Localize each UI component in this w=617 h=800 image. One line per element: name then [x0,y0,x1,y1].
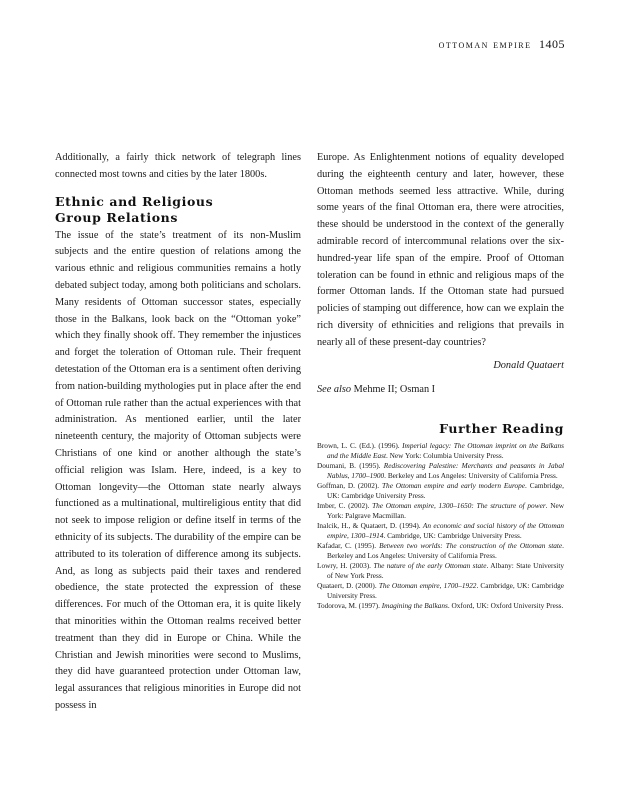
reference-author-date: Inalcik, H., & Quataert, D. (1994). [317,520,423,530]
reference-item [317,541,564,561]
see-also-links: Mehme II; Osman I [353,384,436,396]
reference-author-date: Brown, L. C. (Ed.). (1996). [317,440,403,450]
reference-author-date: Quataert, D. (2000). [317,580,379,590]
reference-publisher: . Cambridge, UK: Cambridge University Press. [327,580,564,600]
reference-publisher: . Oxford, UK: Oxford University Press. [447,600,564,610]
reference-title: Rediscovering Palestine: Merchants and peasants in Jabal Nablus, 1700–1900 [327,460,564,480]
further-reading-heading: Further Reading [439,421,564,437]
reference-publisher: . Albany: State University of New York Press. [327,560,564,580]
right-column [317,150,564,611]
reference-item [317,521,564,541]
reference-publisher: . New York: Columbia University Press. [385,450,504,460]
reference-title: Imperial legacy: The Ottoman imprint on the Balkans and the Middle East [327,440,564,460]
reference-publisher: . New York: Palgrave Macmillan. [327,500,564,520]
reference-item [317,481,564,501]
reference-item [317,581,564,601]
reference-author-date: Goffman, D. (2002). [317,480,382,490]
reference-publisher: . Berkeley and Los Angeles: University of California Press. [327,540,564,560]
reference-publisher: . Berkeley and Los Angeles: University of California Press. [384,470,558,480]
running-head-title: ottoman empire [438,39,532,51]
reference-title: An economic and social history of the Ottoman empire, 1300–1914 [327,520,565,540]
body-paragraph: The issue of the state’s treatment of its non-Muslim subjects and the entire question of relations among the various ethnic and religious communities remains a hotly debated subject today, among both politicians and scholars. Many residents of Ottoman successor states, especially those in the Balkans, look back on the “Ottoman yoke” which they finally shook off. They remember the injustices and forget the toleration of Ottoman rule. Their frequent detestation of the Ottoman era is a sentiment often deriving from nation-building mythologies put in place after the end of Ottoman rule rather than the actual experiences with that administration. As mentioned earlier, until the later nineteenth century, the majority of Ottoman subjects were Christians of one kind or another although the state’s official religion was Islam. Here, indeed, is a key to Ottoman longevity—the Ottoman state nearly always functioned as a multinational, multireligious entity that did not seek to impose religion or define itself in terms of the ethnicity of its subjects. The durability of the empire can be attributed to its toleration of difference among its subjects. And, as long as subjects paid their taxes and rendered obedience, the state protected the expression of these differences. For much of the Ottoman era, it is quite likely that minorities within the Ottoman realms received better treatment than they did in Europe or China. While the Christian and Jewish minorities were second to Muslims, they did have guaranteed protection under Ottoman law, legal assurances that religious minorities in Europe did not possess in [55,229,301,711]
continuation-paragraph: Europe. As Enlightenment notions of equality developed during the eighteenth century and later, however, these Ottoman methods seemed less attractive. While, during some years of the final Ottoman era, there were atrocities, these should be understood in the context of the generally admirable record of intercommunal relations over the six-hundred-year life span of the empire. Proof of Ottoman toleration can be found in ethnic and religious maps of the former Ottoman lands. If the Ottoman state had pursued policies of stamping out difference, how can we explain the rich diversity of ethnicities and religions that prevails in nearly all of these present-day countries? [317,152,564,348]
reference-title: The Ottoman empire, 1700–1922 [378,580,477,590]
reference-publisher: . Cambridge, UK: Cambridge University Press. [327,480,564,500]
see-also [317,382,564,399]
reference-author-date: Lowry, H. (2003). [317,560,374,570]
author-signature: Donald Quataert [493,359,564,371]
reference-item [317,601,564,611]
reference-title: Imagining the Balkans [381,600,448,610]
reference-author-date: Imber, C. (2002). [317,500,373,510]
reference-title: The nature of the early Ottoman state [373,560,487,570]
reference-author-date: Kafadar, C. (1995). [317,540,380,550]
page-number: 1405 [539,37,565,51]
running-head [439,37,565,52]
reference-title: The Ottoman empire, 1300–1650: The structure of power [372,500,546,510]
intro-paragraph: Additionally, a fairly thick network of telegraph lines connected most towns and cities by the later 1800s. [55,152,301,180]
see-also-label: See also [317,384,352,396]
reference-list [317,441,564,611]
reference-item [317,561,564,581]
reference-publisher: . Cambridge, UK: Cambridge University Press. [383,530,522,540]
reference-title: The Ottoman empire and early modern Europe [381,480,526,490]
reference-item [317,441,564,461]
reference-author-date: Doumani, B. (1995). [317,460,384,470]
section-heading-line-1: Ethnic and Religious [55,193,214,209]
section-heading-ethnic-religious [55,194,301,226]
reference-author-date: Todorova, M. (1997). [317,600,382,610]
section-heading-line-2: Group Relations [55,209,178,225]
reference-item [317,461,564,481]
reference-item [317,501,564,521]
left-column [55,150,301,715]
reference-title: Between two worlds: The construction of the Ottoman state [379,540,563,550]
